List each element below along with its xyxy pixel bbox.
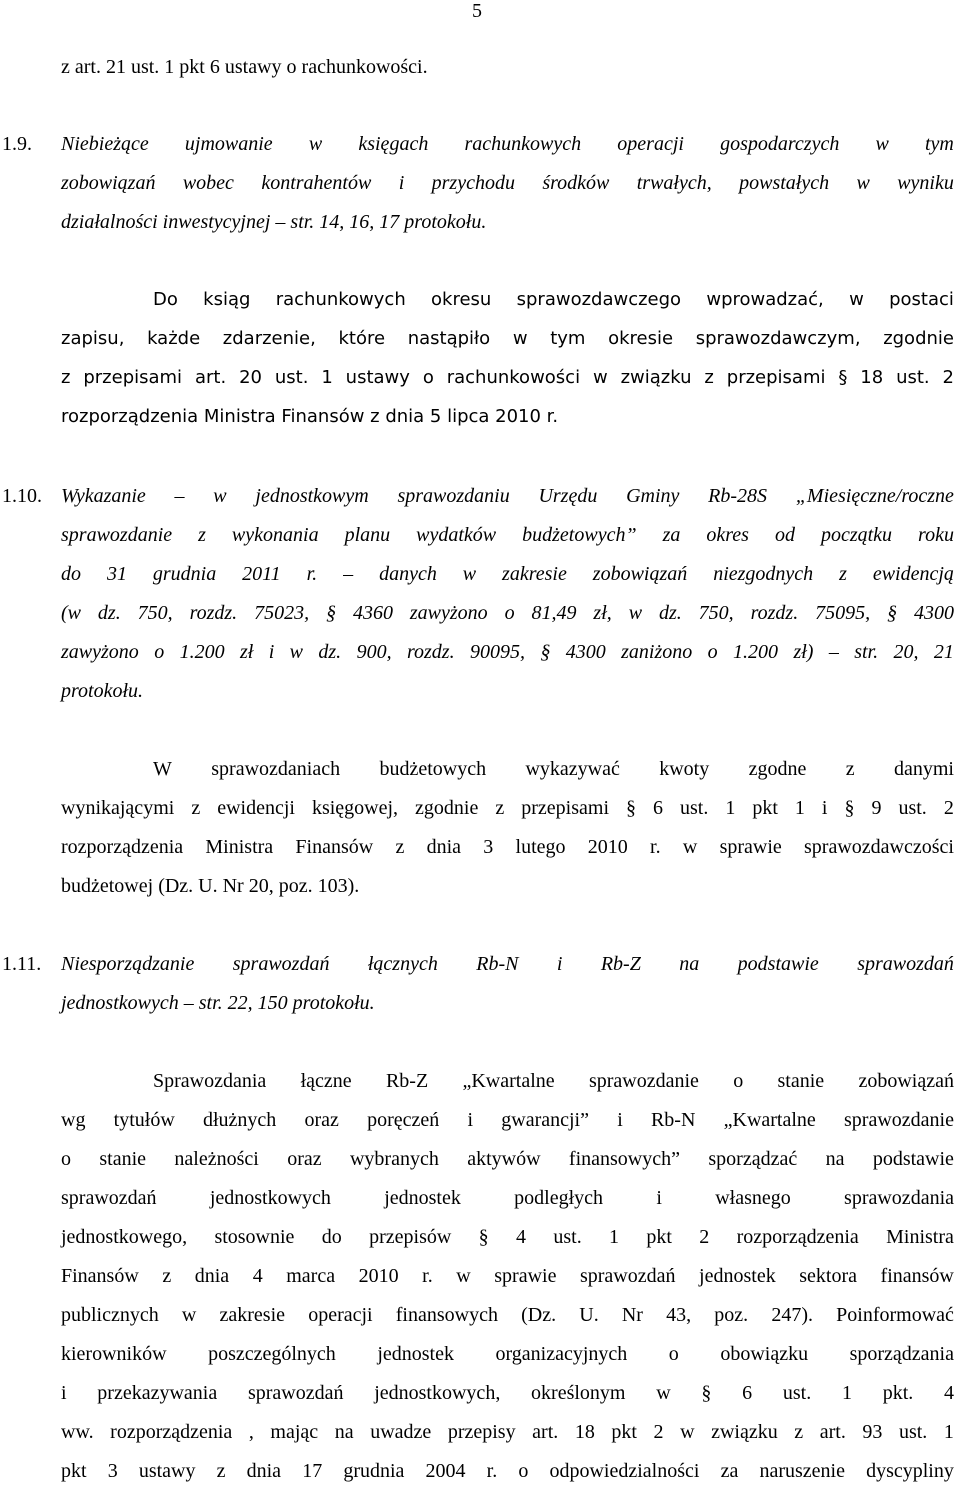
text-line: budżetowej (Dz. U. Nr 20, poz. 103). bbox=[61, 875, 360, 897]
text-line: z art. 21 ust. 1 pkt 6 ustawy o rachunkowości. bbox=[61, 56, 428, 78]
text-line: jednostkowych – str. 22, 150 protokołu. bbox=[61, 992, 375, 1014]
text-line: Sprawozdania łączne Rb-Z „Kwartalne sprawozdanie o stanie zobowiązań bbox=[153, 1070, 954, 1092]
text-line: sprawozdanie z wykonania planu wydatków budżetowych” za okres od początku roku bbox=[61, 524, 954, 546]
text-line: (w dz. 750, rozdz. 75023, § 4360 zawyżono o 81,49 zł, w dz. 750, rozdz. 75095, § 4300 bbox=[61, 602, 954, 624]
text-line: z przepisami art. 20 ust. 1 ustawy o rachunkowości w związku z przepisami § 18 ust. 2 bbox=[61, 367, 954, 388]
text-line: W sprawozdaniach budżetowych wykazywać kwoty zgodne z danymi bbox=[153, 758, 954, 780]
text-line: Wykazanie – w jednostkowym sprawozdaniu Urzędu Gminy Rb-28S „Miesięczne/roczne bbox=[61, 485, 954, 507]
text-line: jednostkowego, stosownie do przepisów § 4 ust. 1 pkt 2 rozporządzenia Ministra bbox=[61, 1226, 954, 1248]
text-line: publicznych w zakresie operacji finansowych (Dz. U. Nr 43, poz. 247). Poinformować bbox=[61, 1304, 954, 1326]
text-line: Niesporządzanie sprawozdań łącznych Rb-N i Rb-Z na podstawie sprawozdań bbox=[61, 953, 954, 975]
text-line: Niebieżące ujmowanie w księgach rachunkowych operacji gospodarczych w tym bbox=[61, 133, 954, 155]
text-line: wynikającymi z ewidencji księgowej, zgodnie z przepisami § 6 ust. 1 pkt 1 i § 9 ust. 2 bbox=[61, 797, 954, 819]
text-line: zobowiązań wobec kontrahentów i przychodu środków trwałych, powstałych w wyniku bbox=[61, 172, 954, 194]
text-line: pkt 3 ustawy z dnia 17 grudnia 2004 r. o odpowiedzialności za naruszenie dyscypliny bbox=[61, 1460, 954, 1482]
text-line: Do ksiąg rachunkowych okresu sprawozdawczego wprowadzać, w postaci bbox=[153, 289, 954, 310]
text-line: do 31 grudnia 2011 r. – danych w zakresie zobowiązań niezgodnych z ewidencją bbox=[61, 563, 954, 585]
text-line: wg tytułów dłużnych oraz poręczeń i gwarancji” i Rb-N „Kwartalne sprawozdanie bbox=[61, 1109, 954, 1131]
text-line: protokołu. bbox=[61, 680, 144, 702]
text-line: rozporządzenia Ministra Finansów z dnia 3 lutego 2010 r. w sprawie sprawozdawczości bbox=[61, 836, 954, 858]
item-number: 1.10. bbox=[2, 485, 42, 507]
text-line: działalności inwestycyjnej – str. 14, 16, 17 protokołu. bbox=[61, 211, 487, 233]
text-line: zawyżono o 1.200 zł i w dz. 900, rozdz. 90095, § 4300 zaniżono o 1.200 zł) – str. 20, 21 bbox=[61, 641, 954, 663]
text-line: i przekazywania sprawozdań jednostkowych, określonym w § 6 ust. 1 pkt. 4 bbox=[61, 1382, 954, 1404]
item-number: 1.11. bbox=[2, 953, 42, 975]
text-line: sprawozdań jednostkowych jednostek podległych i własnego sprawozdania bbox=[61, 1187, 954, 1209]
text-line: ww. rozporządzenia , mając na uwadze przepisy art. 18 pkt 2 w związku z art. 93 ust. 1 bbox=[61, 1421, 954, 1443]
text-line: kierowników poszczególnych jednostek organizacyjnych o obowiązku sporządzania bbox=[61, 1343, 954, 1365]
item-number: 1.9. bbox=[2, 133, 32, 155]
text-line: zapisu, każde zdarzenie, które nastąpiło w tym okresie sprawozdawczym, zgodnie bbox=[61, 328, 954, 349]
text-line: Finansów z dnia 4 marca 2010 r. w sprawie sprawozdań jednostek sektora finansów bbox=[61, 1265, 954, 1287]
text-line: o stanie należności oraz wybranych aktywów finansowych” sporządzać na podstawie bbox=[61, 1148, 954, 1170]
page-number: 5 bbox=[472, 0, 482, 22]
text-line: rozporządzenia Ministra Finansów z dnia 5 lipca 2010 r. bbox=[61, 406, 559, 427]
